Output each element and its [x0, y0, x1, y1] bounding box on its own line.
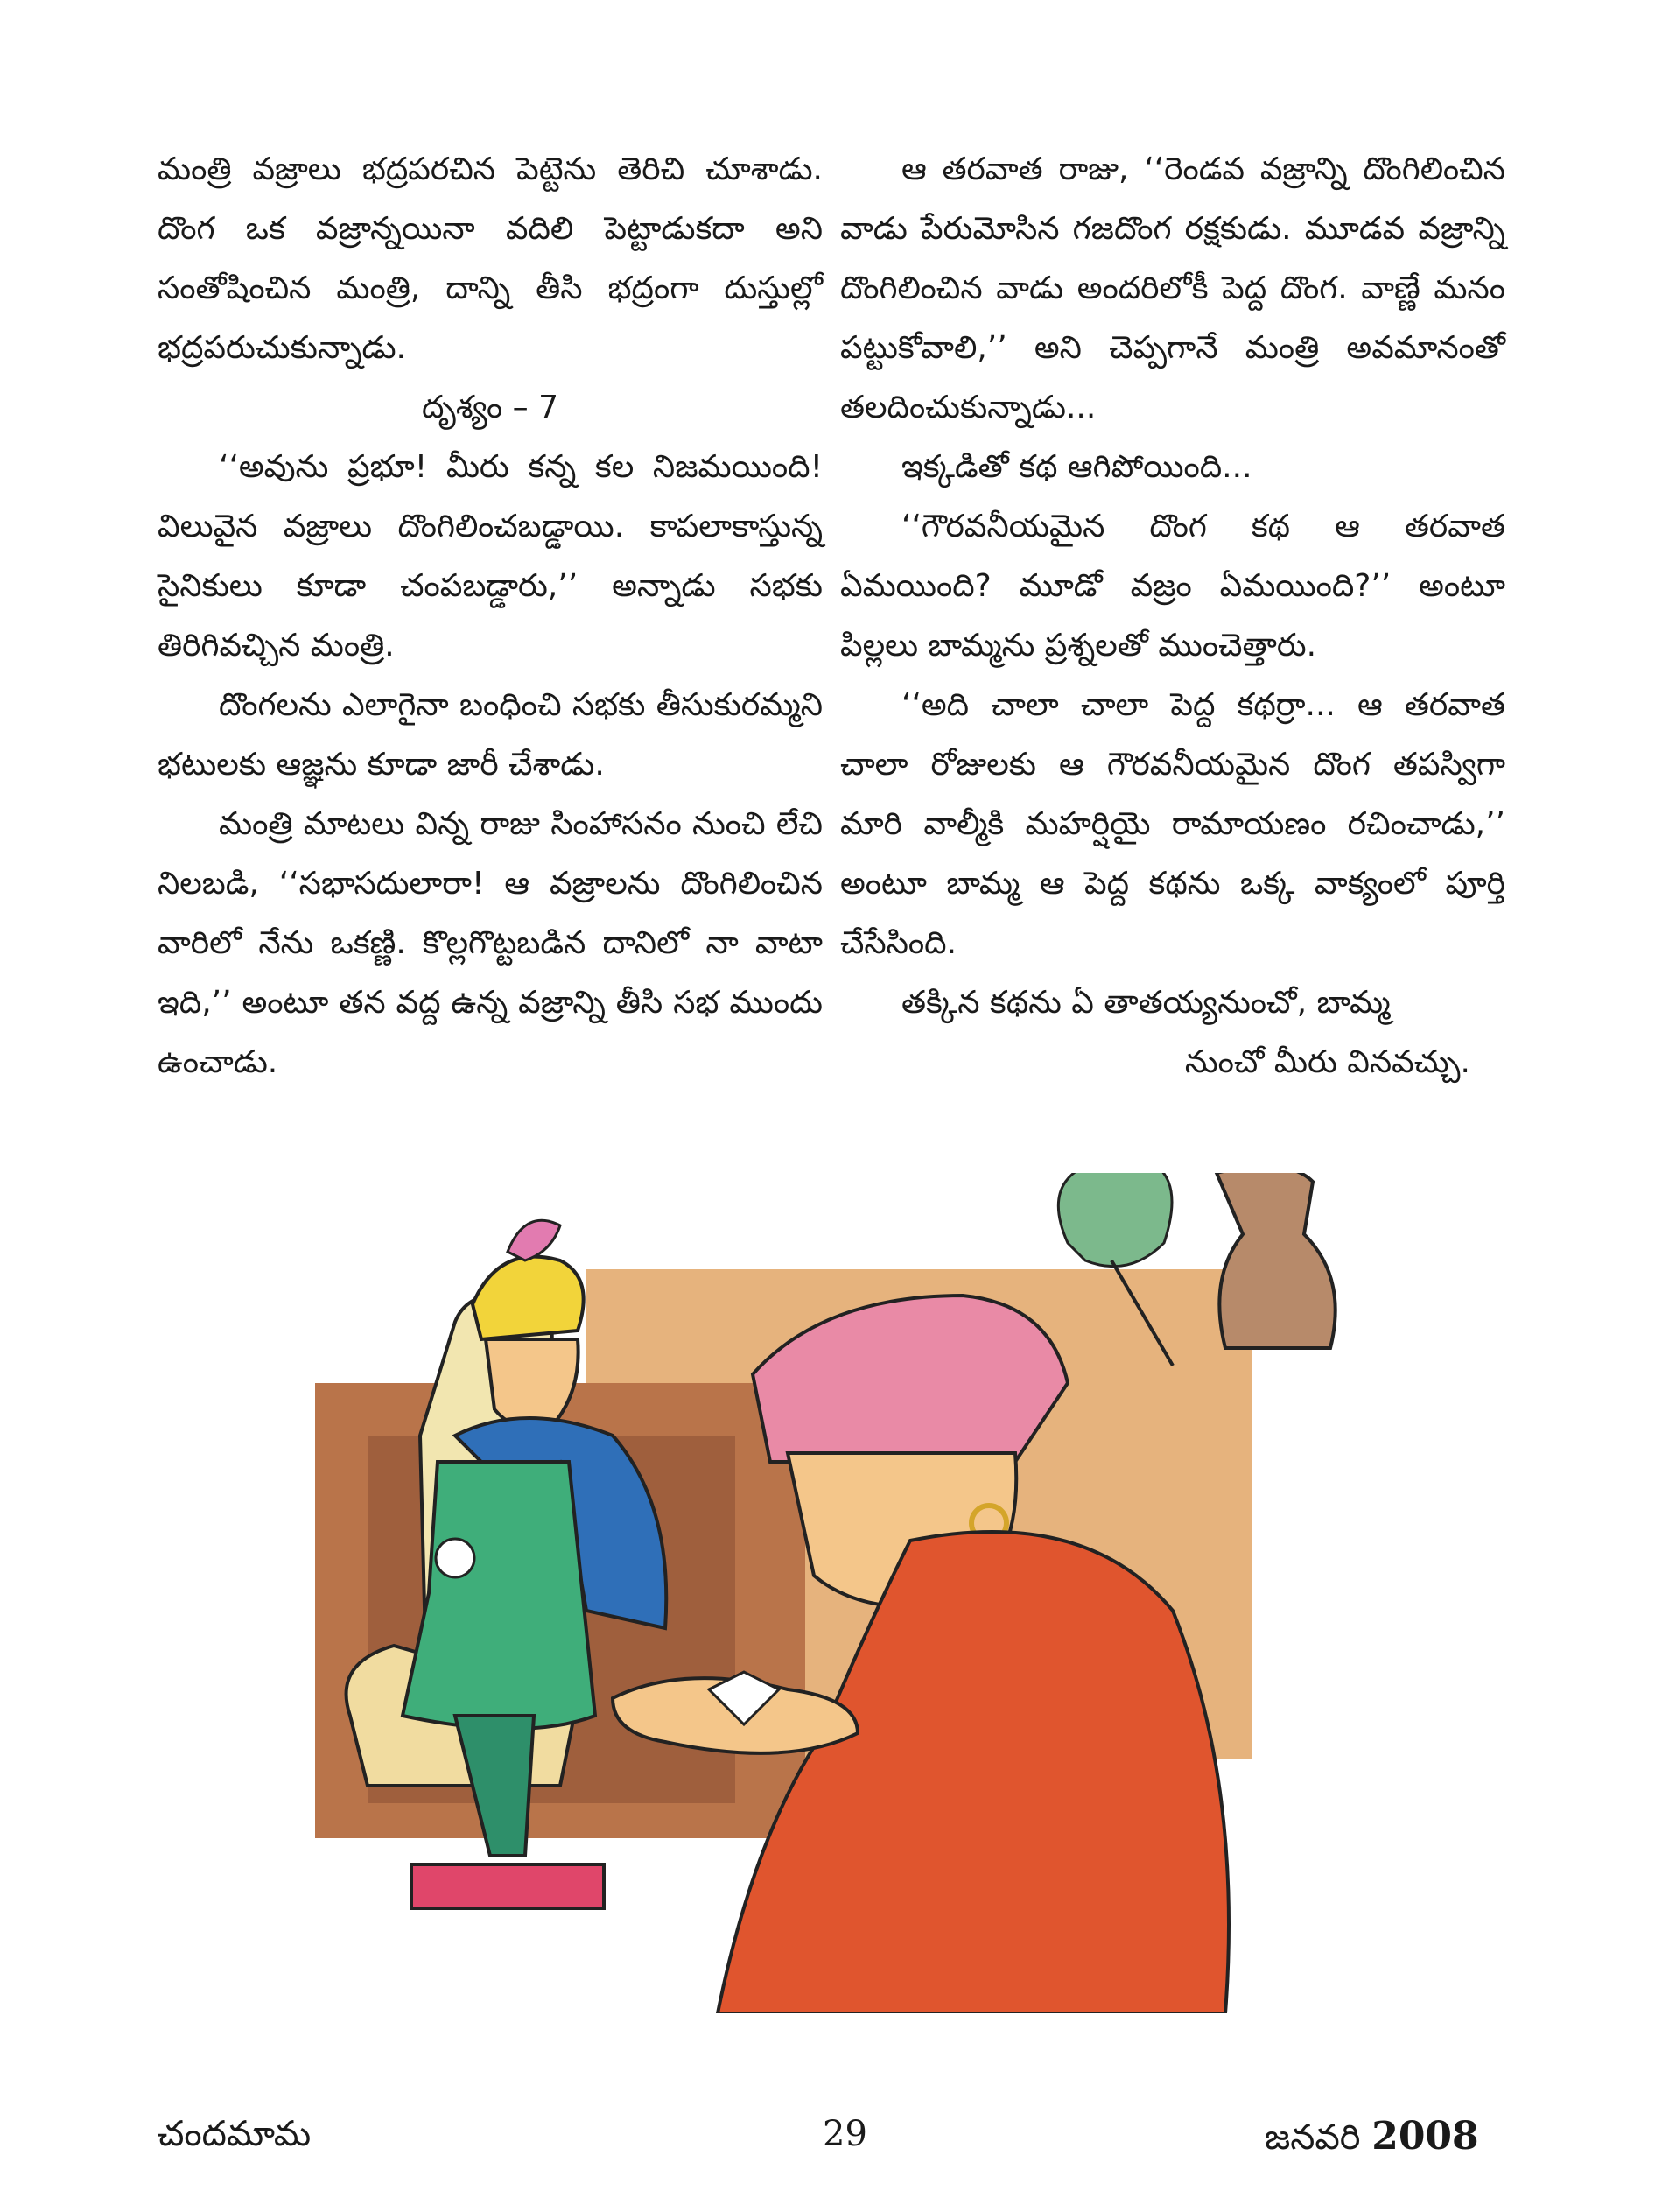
- issue-year: 2008: [1371, 2114, 1479, 2159]
- paragraph: ‘‘గౌరవనీయమైన దొంగ కథ ఆ తరవాత ఏమయింది? మూడో వజ్రం ఏమయింది?’’ అంటూ పిల్లలు బామ్మను ప్రశ్నలతో ముంచెత్తారు.: [840, 509, 1505, 664]
- issue-month: జనవరి: [1265, 2117, 1361, 2158]
- paragraph: మంత్రి మాటలు విన్న రాజు సింహాసనం నుంచి లేచి నిలబడి, ‘‘సభాసదులారా! ఆ వజ్రాలను దొంగిలించిన వారిలో నేను ఒకణ్ణి. కొల్లగొట్టబడిన దానిలో నా వాటా ఇది,’’ అంటూ తన వద్ద ఉన్న వజ్రాన్ని తీసి సభ ముందు ఉంచాడు.: [158, 806, 823, 1080]
- story-illustration: [298, 1173, 1523, 2013]
- paragraph: తక్కిన కథను ఏ తాతయ్యనుంచో, బామ్మ: [901, 985, 1391, 1021]
- paragraph-end: నుంచో మీరు వినవచ్చు.: [1184, 1044, 1470, 1080]
- footstool: [411, 1864, 604, 1908]
- paragraph: ‘‘అవును ప్రభూ! మీరు కన్న కల నిజమయింది! విలువైన వజ్రాలు దొంగిలించబడ్డాయి. కాపలాకాస్తున్న సైనికులు కూడా చంపబడ్డారు,’’ అన్నాడు సభకు తిరిగివచ్చిన మంత్రి.: [158, 449, 823, 664]
- paragraph: దొంగలను ఎలాగైనా బంధించి సభకు తీసుకురమ్మని భటులకు ఆజ్ఞను కూడా జారీ చేశాడు.: [158, 687, 823, 783]
- peacock-feather: [1058, 1173, 1172, 1267]
- paragraph: ఇక్కడితో కథ ఆగిపోయింది...: [901, 449, 1252, 485]
- paragraph: ఆ తరవాత రాజు, ‘‘రెండవ వజ్రాన్ని దొంగిలించిన వాడు పేరుమోసిన గజదొంగ రక్షకుడు. మూడవ వజ్రాన్ని దొంగిలించిన వాడు అందరిలోకీ పెద్ద దొంగ. వాణ్ణే మనం పట్టుకోవాలి,’’ అని చెప్పగానే మంత్రి అవమానంతో తలదించుకున్నాడు...: [840, 151, 1505, 425]
- turban-plume: [508, 1220, 560, 1260]
- magazine-name: చందమామ: [158, 2114, 312, 2154]
- left-text-column: [158, 140, 823, 1092]
- diamond-held: [436, 1539, 474, 1577]
- king-turban: [473, 1257, 584, 1339]
- issue-date: [1265, 2114, 1479, 2166]
- page-number: 29: [823, 2114, 867, 2154]
- paragraph: మంత్రి వజ్రాలు భద్రపరచిన పెట్టెను తెరిచి చూశాడు. దొంగ ఒక వజ్రాన్నయినా వదిలి పెట్టాడుకదా అని సంతోషించిన మంత్రి, దాన్ని తీసి భద్రంగా దుస్తుల్లో భద్రపరుచుకున్నాడు.: [158, 151, 823, 366]
- paragraph: ‘‘అది చాలా చాలా పెద్ద కథర్రా... ఆ తరవాత చాలా రోజులకు ఆ గౌరవనీయమైన దొంగ తపస్విగా మారి వాల్మీకి మహర్షియై రామాయణం రచించాడు,’’ అంటూ బామ్మ ఆ పెద్ద కథను ఒక్క వాక్యంలో పూర్తి చేసేసింది.: [840, 687, 1505, 961]
- vase: [1217, 1173, 1336, 1348]
- scene-heading: దృశ్యం – 7: [421, 390, 559, 425]
- right-text-column: [840, 140, 1505, 1092]
